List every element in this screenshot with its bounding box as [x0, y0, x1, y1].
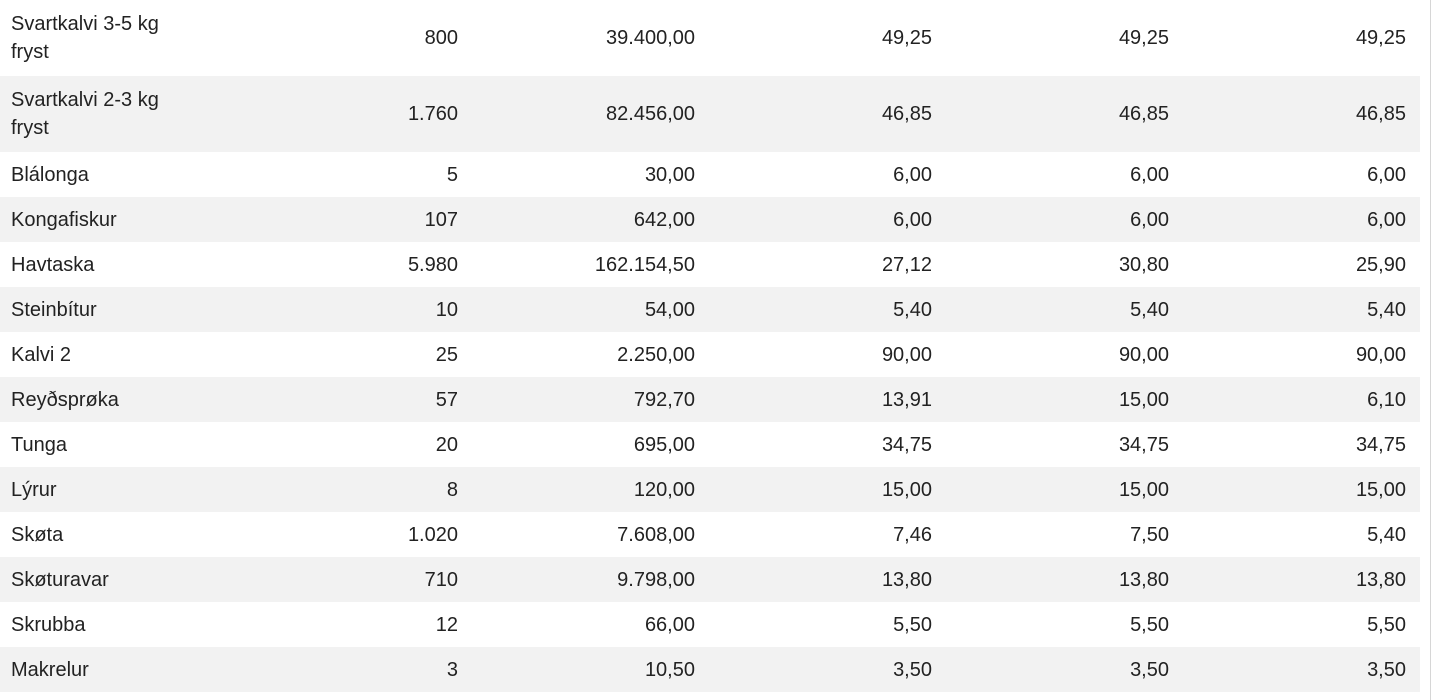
max-price-cell: 6,00	[1130, 163, 1169, 186]
min-price-cell: 6,00	[1367, 163, 1406, 186]
average-price-cell: 27,12	[881, 253, 932, 276]
min-price-cell: 3,50	[1183, 647, 1420, 692]
value-cell: 2.250,00	[617, 343, 695, 366]
min-price-cell: 5,40	[1367, 523, 1406, 546]
value-cell: 120,00	[472, 467, 709, 512]
average-price-cell: 6,00	[709, 197, 946, 242]
species-name: Skrubba	[11, 613, 86, 636]
max-price-cell: 49,25	[1118, 27, 1169, 49]
table-row	[0, 647, 1420, 692]
average-price-cell: 34,75	[881, 433, 932, 456]
table-row	[0, 152, 1420, 197]
quantity-cell: 57	[178, 377, 472, 422]
table-row	[0, 197, 1420, 242]
max-price-cell: 15,00	[946, 467, 1183, 512]
average-price-cell: 6,00	[893, 163, 932, 186]
species-name: Svartkalvi 2-3 kg fryst	[0, 76, 178, 152]
min-price-cell: 13,80	[1183, 557, 1420, 602]
min-price-cell: 5,50	[1367, 613, 1406, 636]
min-price-cell: 90,00	[1355, 343, 1406, 366]
value-cell: 30,00	[644, 163, 695, 186]
max-price-cell: 3,50	[946, 647, 1183, 692]
table-row	[0, 242, 1420, 287]
species-name: Svartkalvi 3-5 kg fryst	[11, 13, 159, 63]
species-name: Lýrur	[0, 467, 178, 512]
quantity-cell: 107	[178, 197, 472, 242]
average-price-cell: 46,85	[709, 76, 946, 152]
table-row	[0, 557, 1420, 602]
species-name: Havtaska	[11, 253, 95, 276]
value-cell: 695,00	[633, 433, 695, 456]
min-price-cell: 46,85	[1183, 76, 1420, 152]
max-price-cell: 90,00	[1118, 343, 1169, 366]
average-price-cell: 13,80	[709, 557, 946, 602]
species-name: Kalvi 2	[11, 343, 72, 366]
quantity-cell: 10	[178, 287, 472, 332]
value-cell: 792,70	[472, 377, 709, 422]
species-name: Steinbítur	[0, 287, 178, 332]
value-cell: 66,00	[644, 613, 695, 636]
value-cell: 82.456,00	[472, 76, 709, 152]
quantity-cell: 710	[178, 557, 472, 602]
max-price-cell: 13,80	[946, 557, 1183, 602]
average-price-cell: 7,46	[893, 523, 932, 546]
max-price-cell: 5,50	[1130, 613, 1169, 636]
value-cell: 54,00	[472, 287, 709, 332]
average-price-cell: 90,00	[881, 343, 932, 366]
species-name: Kongafiskur	[0, 197, 178, 242]
table-row	[0, 287, 1420, 332]
min-price-cell: 34,75	[1355, 433, 1406, 456]
quantity-cell: 1.760	[178, 76, 472, 152]
quantity-cell: 5	[446, 163, 458, 186]
value-cell: 9.798,00	[472, 557, 709, 602]
species-name: Reyðsprøka	[0, 377, 178, 422]
max-price-cell: 30,80	[1118, 253, 1169, 276]
species-name: Skøturavar	[0, 557, 178, 602]
table-row	[0, 0, 1420, 76]
scrollbar-track[interactable]	[1430, 0, 1440, 700]
average-price-cell: 15,00	[709, 467, 946, 512]
value-cell: 10,50	[472, 647, 709, 692]
max-price-cell: 46,85	[946, 76, 1183, 152]
max-price-cell: 15,00	[946, 377, 1183, 422]
quantity-cell: 5.980	[407, 253, 458, 276]
value-cell: 39.400,00	[606, 27, 695, 49]
species-name: Makrelur	[0, 647, 178, 692]
table-row	[0, 422, 1420, 467]
quantity-cell: 20	[435, 433, 458, 456]
table-row	[0, 332, 1420, 377]
min-price-cell: 5,40	[1183, 287, 1420, 332]
average-price-cell: 49,25	[881, 27, 932, 49]
table-row	[0, 512, 1420, 557]
quantity-cell: 3	[178, 647, 472, 692]
quantity-cell: 8	[178, 467, 472, 512]
value-cell: 162.154,50	[594, 253, 695, 276]
quantity-cell: 25	[435, 343, 458, 366]
min-price-cell: 25,90	[1355, 253, 1406, 276]
average-price-cell: 13,91	[709, 377, 946, 422]
species-name: Skøta	[11, 523, 64, 546]
value-cell: 642,00	[472, 197, 709, 242]
min-price-cell: 15,00	[1183, 467, 1420, 512]
average-price-cell: 5,40	[709, 287, 946, 332]
min-price-cell: 49,25	[1355, 27, 1406, 49]
table-row	[0, 602, 1420, 647]
max-price-cell: 7,50	[1130, 523, 1169, 546]
value-cell: 7.608,00	[617, 523, 695, 546]
table-row	[0, 76, 1420, 152]
min-price-cell: 6,10	[1183, 377, 1420, 422]
average-price-cell: 3,50	[709, 647, 946, 692]
max-price-cell: 5,40	[946, 287, 1183, 332]
quantity-cell: 800	[424, 27, 458, 49]
max-price-cell: 34,75	[1118, 433, 1169, 456]
quantity-cell: 1.020	[407, 523, 458, 546]
average-price-cell: 5,50	[893, 613, 932, 636]
species-name: Blálonga	[11, 163, 89, 186]
table-row	[0, 377, 1420, 422]
min-price-cell: 6,00	[1183, 197, 1420, 242]
max-price-cell: 6,00	[946, 197, 1183, 242]
table-row	[0, 467, 1420, 512]
quantity-cell: 12	[435, 613, 458, 636]
species-name: Tunga	[11, 433, 67, 456]
